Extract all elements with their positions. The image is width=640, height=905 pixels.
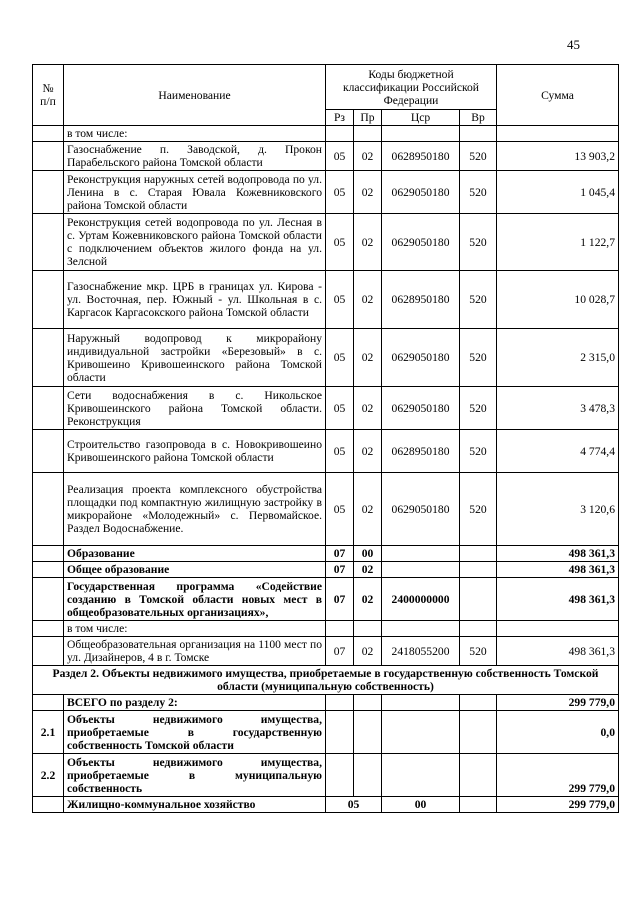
row-name: Реализация проекта комплексного обустройства площадки под компактную жилищную застройку в микрорайоне «Молодежный» с. Первомайское. Раздел Водоснабжение.: [64, 473, 326, 546]
row-num-cell: [33, 126, 64, 142]
header-pr: Пр: [354, 110, 382, 126]
empty-cell: [354, 711, 382, 754]
row-vr: 520: [460, 637, 497, 666]
row-name: Газоснабжение п. Заводской, д. Прокон Парабельского района Томской области: [64, 142, 326, 171]
row-name: Наружный водопровод к микрорайону индивидуальной застройки «Березовый» в с. Кривошеино Кривошеинского района Томской области: [64, 329, 326, 387]
empty-cell: [382, 126, 460, 142]
row-sum: 498 361,3: [497, 546, 619, 562]
row-pr: 02: [354, 387, 382, 430]
row-pr: 00: [354, 546, 382, 562]
row-sum: 299 779,0: [497, 754, 619, 797]
row-sum: 4 774,4: [497, 430, 619, 473]
row-num-cell: [33, 142, 64, 171]
empty-cell: [460, 621, 497, 637]
row-name: Объекты недвижимого имущества, приобретаемые в государственную собственность Томской области: [64, 711, 326, 754]
table-row: [33, 621, 619, 637]
empty-cell: [497, 126, 619, 142]
table-row: [33, 142, 619, 171]
row-csr: 0628950180: [382, 430, 460, 473]
row-num-cell: [33, 578, 64, 621]
row-vr: [460, 578, 497, 621]
row-sum: 1 122,7: [497, 214, 619, 271]
row-pr: 02: [354, 271, 382, 329]
table-row: [33, 430, 619, 473]
budget-table: [32, 64, 619, 813]
row-sum: 498 361,3: [497, 578, 619, 621]
header-vr: Вр: [460, 110, 497, 126]
section-total-sum: 299 779,0: [497, 695, 619, 711]
empty-cell: [326, 126, 354, 142]
page-number: 45: [567, 37, 580, 52]
table-row: [33, 754, 619, 797]
header-row: [33, 65, 619, 110]
row-rz: 05: [326, 271, 354, 329]
row-csr: [382, 562, 460, 578]
row-name: Газоснабжение мкр. ЦРБ в границах ул. Кирова - ул. Восточная, пер. Южный - ул. Школьная в с. Каргасок Каргасокского района Томской области: [64, 271, 326, 329]
section-total-row: [33, 695, 619, 711]
table-row: [33, 711, 619, 754]
row-sum: 3 478,3: [497, 387, 619, 430]
empty-cell: [460, 797, 497, 813]
empty-cell: [326, 754, 354, 797]
row-sum: 13 903,2: [497, 142, 619, 171]
row-csr: 0628950180: [382, 142, 460, 171]
row-name: Строительство газопровода в с. Новокривошеино Кривошеинского района Томской области: [64, 430, 326, 473]
row-num-cell: [33, 430, 64, 473]
row-vr: [460, 562, 497, 578]
row-num-cell: [33, 214, 64, 271]
row-vr: 520: [460, 142, 497, 171]
row-csr: 0629050180: [382, 387, 460, 430]
row-num-cell: [33, 695, 64, 711]
row-vr: 520: [460, 430, 497, 473]
row-num-cell: [33, 797, 64, 813]
table-row: [33, 214, 619, 271]
header-name: Наименование: [64, 65, 326, 126]
row-vr: 520: [460, 387, 497, 430]
row-sum: 10 028,7: [497, 271, 619, 329]
row-name: Государственная программа «Содействие созданию в Томской области новых мест в общеобразовательных организациях»,: [64, 578, 326, 621]
row-name: Реконструкция наружных сетей водопровода по ул. Ленина в с. Старая Ювала Кожевниковского района Томской области: [64, 171, 326, 214]
section-total-label: ВСЕГО по разделу 2:: [64, 695, 326, 711]
row-name: Общеобразовательная организация на 1100 мест по ул. Дизайнеров, 4 в г. Томске: [64, 637, 326, 666]
row-pr: 02: [354, 329, 382, 387]
row-num: 2.2: [33, 754, 64, 797]
row-num-cell: [33, 637, 64, 666]
section-title-row: [33, 666, 619, 695]
table-row: [33, 271, 619, 329]
row-rz: 05: [326, 142, 354, 171]
empty-cell: [326, 621, 354, 637]
row-csr: 2400000000: [382, 578, 460, 621]
row-rz: 05: [326, 387, 354, 430]
section-title: Раздел 2. Объекты недвижимого имущества, приобретаемые в государственную собственность Томской области (муниципальную собственность): [33, 666, 619, 695]
row-rz: 05: [326, 473, 354, 546]
header-num: № п/п: [33, 65, 64, 126]
header-codes: Коды бюджетной классификации Российской Федерации: [326, 65, 497, 110]
table-row: [33, 473, 619, 546]
table-row: [33, 329, 619, 387]
row-pr: 00: [382, 797, 460, 813]
empty-cell: [460, 126, 497, 142]
row-sum: 498 361,3: [497, 637, 619, 666]
empty-cell: [354, 754, 382, 797]
row-csr: 0629050180: [382, 214, 460, 271]
table-row: [33, 578, 619, 621]
table-row: [33, 546, 619, 562]
row-name: Объекты недвижимого имущества, приобретаемые в муниципальную собственность: [64, 754, 326, 797]
row-num-cell: [33, 621, 64, 637]
row-name: в том числе:: [64, 126, 326, 142]
row-csr: [382, 546, 460, 562]
row-rz: 05: [326, 797, 382, 813]
row-vr: [460, 546, 497, 562]
empty-cell: [354, 126, 382, 142]
row-sum: 0,0: [497, 711, 619, 754]
row-name: Общее образование: [64, 562, 326, 578]
row-pr: 02: [354, 142, 382, 171]
row-rz: 07: [326, 578, 354, 621]
row-rz: 05: [326, 430, 354, 473]
row-sum: 2 315,0: [497, 329, 619, 387]
row-name: в том числе:: [64, 621, 326, 637]
row-csr: 0628950180: [382, 271, 460, 329]
row-vr: 520: [460, 171, 497, 214]
empty-cell: [382, 754, 460, 797]
empty-cell: [326, 711, 354, 754]
row-num-cell: [33, 562, 64, 578]
row-name: Реконструкция сетей водопровода по ул. Лесная в с. Уртам Кожевниковского района Томской области с подключением объектов жилого фонда на ул. Зелсной: [64, 214, 326, 271]
empty-cell: [354, 621, 382, 637]
table-row: [33, 171, 619, 214]
table-row: [33, 126, 619, 142]
row-pr: 02: [354, 578, 382, 621]
row-pr: 02: [354, 562, 382, 578]
empty-cell: [460, 711, 497, 754]
row-vr: 520: [460, 214, 497, 271]
row-rz: 05: [326, 214, 354, 271]
row-rz: 07: [326, 637, 354, 666]
empty-cell: [354, 695, 382, 711]
row-num-cell: [33, 329, 64, 387]
header-csr: Цср: [382, 110, 460, 126]
row-num-cell: [33, 387, 64, 430]
row-rz: 07: [326, 562, 354, 578]
row-sum: 1 045,4: [497, 171, 619, 214]
empty-cell: [382, 711, 460, 754]
empty-cell: [382, 695, 460, 711]
row-name: Образование: [64, 546, 326, 562]
empty-cell: [497, 621, 619, 637]
empty-cell: [382, 621, 460, 637]
row-csr: 2418055200: [382, 637, 460, 666]
row-pr: 02: [354, 171, 382, 214]
table-row: [33, 797, 619, 813]
row-rz: 05: [326, 171, 354, 214]
header-sum: Сумма: [497, 65, 619, 126]
row-vr: 520: [460, 271, 497, 329]
table-row: [33, 637, 619, 666]
row-pr: 02: [354, 637, 382, 666]
table-row: [33, 387, 619, 430]
row-name: Сети водоснабжения в с. Никольское Кривошеинского района Томской области. Реконструкция: [64, 387, 326, 430]
table-row: [33, 562, 619, 578]
row-vr: 520: [460, 473, 497, 546]
row-vr: 520: [460, 329, 497, 387]
row-num-cell: [33, 546, 64, 562]
row-pr: 02: [354, 214, 382, 271]
row-rz: 05: [326, 329, 354, 387]
empty-cell: [460, 695, 497, 711]
empty-cell: [460, 754, 497, 797]
row-csr: 0629050180: [382, 473, 460, 546]
row-name: Жилищно-коммунальное хозяйство: [64, 797, 326, 813]
row-num-cell: [33, 171, 64, 214]
empty-cell: [326, 695, 354, 711]
row-sum: 299 779,0: [497, 797, 619, 813]
row-pr: 02: [354, 430, 382, 473]
row-sum: 3 120,6: [497, 473, 619, 546]
row-num-cell: [33, 473, 64, 546]
row-pr: 02: [354, 473, 382, 546]
row-rz: 07: [326, 546, 354, 562]
row-num-cell: [33, 271, 64, 329]
row-csr: 0629050180: [382, 329, 460, 387]
row-num: 2.1: [33, 711, 64, 754]
row-sum: 498 361,3: [497, 562, 619, 578]
header-rz: Рз: [326, 110, 354, 126]
row-csr: 0629050180: [382, 171, 460, 214]
